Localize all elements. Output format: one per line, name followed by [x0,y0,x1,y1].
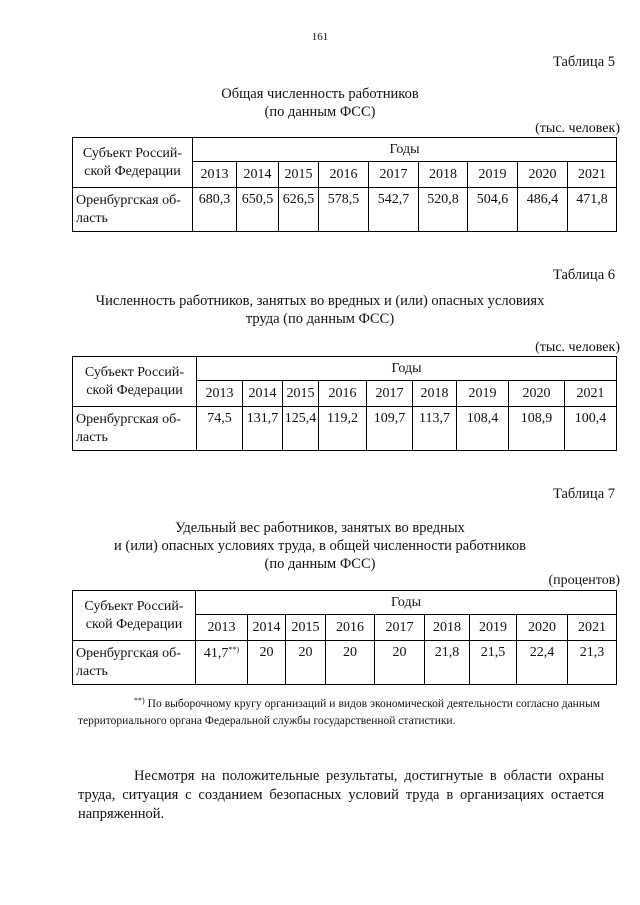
year-cell: 2014 [237,162,279,188]
value-cell: 108,9 [509,407,565,451]
subject-header-line-2: ской Федерации [86,382,183,398]
region-line-2: ласть [76,210,108,226]
value-cell: 20 [286,641,326,685]
year-cell: 2013 [193,162,237,188]
value-cell: 109,7 [367,407,413,451]
value-cell: 20 [375,641,425,685]
year-cell: 2015 [283,381,319,407]
page-number: 161 [311,31,329,43]
table-5-title [60,85,580,121]
value-cell: 125,4 [283,407,319,451]
subject-header-line-1: Субъект Россий- [84,598,184,614]
region-line-1: Оренбургская об- [76,192,181,208]
table-7-label: Таблица 7 [552,486,615,502]
subject-header-line-1: Субъект Россий- [82,145,183,161]
footnote-mark: **) [134,696,145,705]
value-cell: 74,5 [197,407,243,451]
table-6-title-line-2: труда (по данным ФСС) [245,311,395,327]
year-cell: 2017 [367,381,413,407]
table-7-title-line-2: и (или) опасных условиях труда, в общей численности работников [114,538,526,554]
year-cell: 2016 [319,162,369,188]
value-cell: 20 [326,641,375,685]
year-cell: 2013 [196,615,248,641]
table-6-title-line-1: Численность работников, занятых во вредных и (или) опасных условиях [95,293,545,309]
value-text: 41,7 [203,646,229,661]
table-5-label: Таблица 5 [552,54,615,70]
value-cell: 520,8 [419,188,468,232]
table-5-title-line-2: (по данным ФСС) [264,104,376,120]
subject-header [73,357,197,407]
region-cell [73,407,197,451]
table-5-title-line-1: Общая численность работников [221,86,419,102]
value-cell: 626,5 [279,188,319,232]
value-cell [196,641,248,685]
table-6 [72,356,617,451]
year-cell: 2021 [565,381,617,407]
table-7-title [60,519,580,573]
year-cell: 2021 [568,615,617,641]
value-cell: 578,5 [319,188,369,232]
table-5 [72,137,617,232]
year-cell: 2016 [319,381,367,407]
table-5-units: (тыс. человек) [535,121,620,136]
year-cell: 2018 [413,381,457,407]
region-line-2: ласть [76,429,108,445]
region-line-1: Оренбургская об- [76,645,181,661]
value-cell: 20 [248,641,286,685]
value-cell: 21,3 [568,641,617,685]
year-cell: 2015 [279,162,319,188]
year-cell: 2020 [517,615,568,641]
region-cell [73,641,196,685]
year-cell: 2017 [375,615,425,641]
subject-header-line-1: Субъект Россий- [84,364,185,380]
value-cell: 21,5 [470,641,517,685]
year-cell: 2020 [509,381,565,407]
year-cell: 2019 [468,162,518,188]
year-cell: 2015 [286,615,326,641]
year-cell: 2019 [457,381,509,407]
year-cell: 2014 [243,381,283,407]
subject-header-line-2: ской Федерации [85,616,183,632]
value-cell: 119,2 [319,407,367,451]
value-cell: 113,7 [413,407,457,451]
footnote-text: По выборочному кругу организаций и видов экономической деятельности согласно данным территориального органа Федеральной службы государственной статистики. [78,698,600,727]
table-6-units: (тыс. человек) [535,340,620,355]
footnote-marker: **) [228,645,240,654]
year-cell: 2018 [419,162,468,188]
table-7-units: (процентов) [548,573,620,588]
footnote [78,692,600,730]
table-7-title-line-1: Удельный вес работников, занятых во вредных [175,520,465,536]
years-header: Годы [197,357,617,381]
subject-header [73,591,196,641]
year-cell: 2018 [425,615,470,641]
value-cell: 108,4 [457,407,509,451]
table-6-label: Таблица 6 [552,267,615,283]
value-cell: 100,4 [565,407,617,451]
year-cell: 2020 [518,162,568,188]
year-cell: 2017 [369,162,419,188]
table-7 [72,590,617,685]
subject-header [73,138,193,188]
value-cell: 471,8 [568,188,617,232]
region-line-2: ласть [76,663,108,679]
year-cell: 2021 [568,162,617,188]
value-cell: 680,3 [193,188,237,232]
year-cell: 2016 [326,615,375,641]
years-header: Годы [193,138,617,162]
value-cell: 21,8 [425,641,470,685]
value-cell: 650,5 [237,188,279,232]
year-cell: 2013 [197,381,243,407]
subject-header-line-2: ской Федерации [84,163,181,179]
value-cell: 486,4 [518,188,568,232]
table-6-title [60,292,580,328]
year-cell: 2014 [248,615,286,641]
year-cell: 2019 [470,615,517,641]
years-header: Годы [196,591,617,615]
table-7-title-line-3: (по данным ФСС) [264,556,376,572]
region-line-1: Оренбургская об- [76,411,181,427]
value-cell: 22,4 [517,641,568,685]
value-cell: 542,7 [369,188,419,232]
region-cell [73,188,193,232]
value-cell: 131,7 [243,407,283,451]
value-cell: 504,6 [468,188,518,232]
body-paragraph: Несмотря на положительные результаты, достигнутые в области охраны труда, ситуация с созданием безопасных условий труда в организациях остается напряженной. [78,768,604,822]
